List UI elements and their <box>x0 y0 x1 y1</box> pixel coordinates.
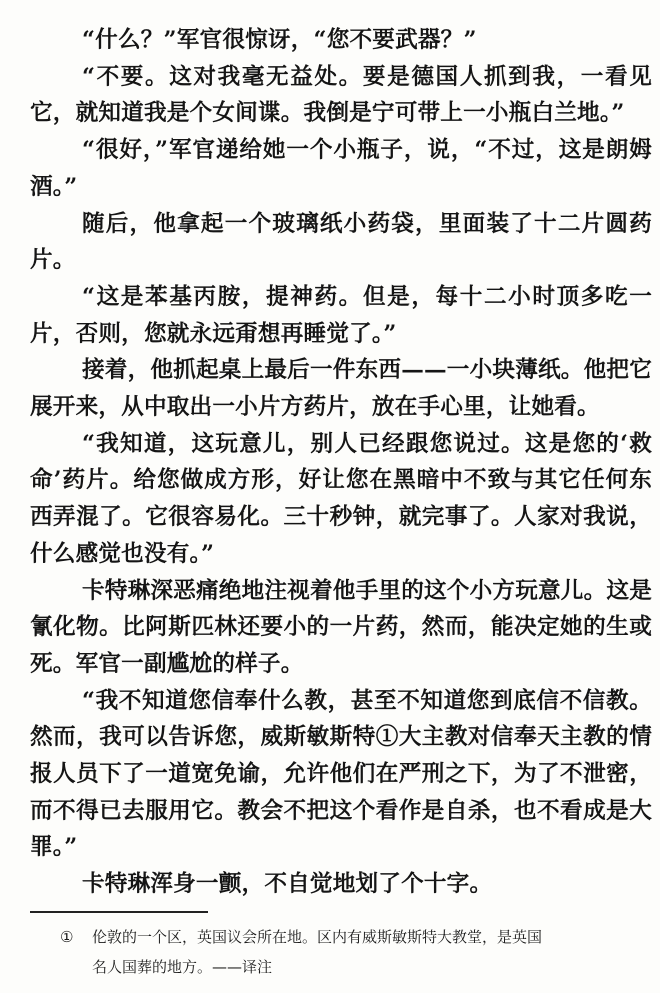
paragraph-4: 随后，他拿起一个玻璃纸小药袋，里面装了十二片圆药片。 <box>30 210 652 274</box>
paragraph-7: “我知道，这玩意儿，别人已经跟您说过。这是您的‘救命’药片。给您做成方形，好让您在黑暗中不致与其它任何东西弄混了。它很容易化。三十秒钟，就完事了。人家对我说，什么感觉也没有。” <box>30 430 652 567</box>
paragraph-1: “什么？”军官很惊讶，“您不要武器？” <box>81 27 477 53</box>
footnote-marker: ① <box>60 928 74 946</box>
footnote <box>60 922 645 982</box>
main-text <box>30 22 652 903</box>
footnote-line-1 <box>60 922 645 952</box>
paragraph-6: 接着，他抓起桌上最后一件东西——一小块薄纸。他把它展开来，从中取出一小片方药片，放在手心里，让她看。 <box>30 357 652 421</box>
footnote-text-1: 伦敦的一个区，英国议会所在地。区内有威斯敏斯特大教堂，是英国 <box>92 928 543 946</box>
footnote-text-2: 名人国葬的地方。——译注 <box>92 958 273 976</box>
paragraph-2: “不要。这对我毫无益处。要是德国人抓到我，一看见它，就知道我是个女间谍。我倒是宁可带上一小瓶白兰地。” <box>30 63 652 127</box>
paragraph-3: “很好，”军官递给她一个小瓶子，说，“不过，这是朗姆酒。” <box>30 137 652 200</box>
paragraph-9: “我不知道您信奉什么教，甚至不知道您到底信不信教。然而，我可以告诉您，威斯敏斯特①大主教对信奉天主教的情报人员下了一道宽免谕，允许他们在严刑之下，为了不泄密，而不得已去服用它。教会不把这个看作是自杀，也不看成是大罪。” <box>30 687 652 861</box>
paragraph-10: 卡特琳浑身一颤，不自觉地划了个十字。 <box>81 871 493 898</box>
paragraph-8: 卡特琳深恶痛绝地注视着他手里的这个小方玩意儿。这是氰化物。比阿斯匹林还要小的一片药，然而，能决定她的生或死。军官一副尴尬的样子。 <box>30 577 652 677</box>
paragraph-5: “这是苯基丙胺，提神药。但是，每十二小时顶多吃一片，否则，您就永远甭想再睡觉了。” <box>30 283 652 347</box>
footnote-divider <box>30 911 208 913</box>
